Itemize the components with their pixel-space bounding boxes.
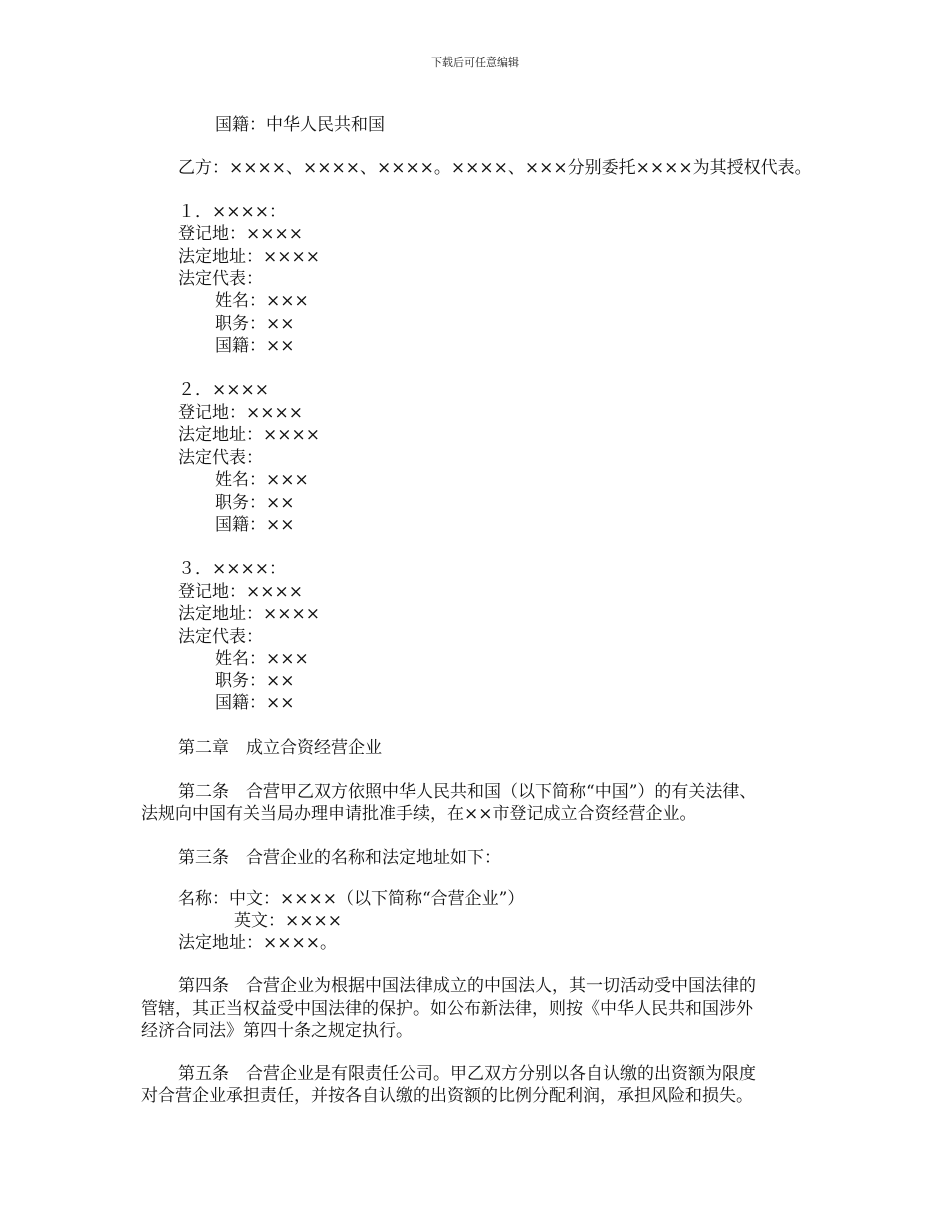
party-b-3-nationality: 国籍：×× [215, 693, 295, 713]
article-2-line-2: 法规向中国有关当局办理申请批准手续，在××市登记成立合资经营企业。 [141, 804, 697, 824]
party-b-3-name: 姓名：××× [215, 649, 309, 669]
party-b-3-position: 职务：×× [215, 671, 295, 691]
party-b-1-registration: 登记地：×××× [178, 224, 303, 244]
article-4-line-3: 经济合同法》第四十条之规定执行。 [141, 1021, 413, 1041]
party-b-1-position: 职务：×× [215, 314, 295, 334]
party-b-3-address: 法定地址：×××× [178, 604, 320, 624]
party-b-2-name: 姓名：××× [215, 470, 309, 490]
article-4-line-2: 管辖，其正当权益受中国法律的保护。如公布新法律，则按《中华人民共和国涉外 [141, 999, 753, 1019]
article-4-line-1: 第四条 合营企业为根据中国法律成立的中国法人，其一切活动受中国法律的 [178, 976, 756, 996]
party-b-1-address: 法定地址：×××× [178, 247, 320, 267]
party-b-2-legal-rep: 法定代表： [178, 448, 263, 468]
party-b-2-address: 法定地址：×××× [178, 425, 320, 445]
article-2-line-1: 第二条 合营甲乙双方依照中华人民共和国（以下简称“中国”）的有关法律、 [178, 782, 757, 802]
party-b-3-title: ３．××××： [178, 559, 286, 579]
nationality-line: 国籍：中华人民共和国 [215, 115, 385, 135]
article-3-line: 第三条 合营企业的名称和法定地址如下： [178, 848, 501, 868]
party-b-2-title: ２．×××× [178, 380, 269, 400]
legal-address-line: 法定地址：××××。 [178, 933, 337, 953]
chapter-heading: 第二章 成立合资经营企业 [178, 738, 382, 758]
party-b-1-legal-rep: 法定代表： [178, 269, 263, 289]
article-5-line-1: 第五条 合营企业是有限责任公司。甲乙双方分别以各自认缴的出资额为限度 [178, 1064, 756, 1084]
name-chinese-line: 名称：中文：××××（以下简称“合营企业”） [178, 889, 525, 909]
party-b-1-nationality: 国籍：×× [215, 336, 295, 356]
article-5-line-2: 对合营企业承担责任，并按各自认缴的出资额的比例分配利润，承担风险和损失。 [141, 1086, 753, 1106]
party-b-3-registration: 登记地：×××× [178, 582, 303, 602]
party-b-2-nationality: 国籍：×× [215, 515, 295, 535]
party-b-1-name: 姓名：××× [215, 291, 309, 311]
party-b-3-legal-rep: 法定代表： [178, 627, 263, 647]
page-header: 下载后可任意编辑 [431, 56, 519, 69]
party-b-line: 乙方：××××、××××、××××。××××、×××分别委托××××为其授权代表。 [178, 158, 812, 178]
party-b-2-registration: 登记地：×××× [178, 403, 303, 423]
name-english-line: 英文：×××× [234, 911, 342, 931]
party-b-2-position: 职务：×× [215, 493, 295, 513]
party-b-1-title: １．××××： [178, 202, 286, 222]
